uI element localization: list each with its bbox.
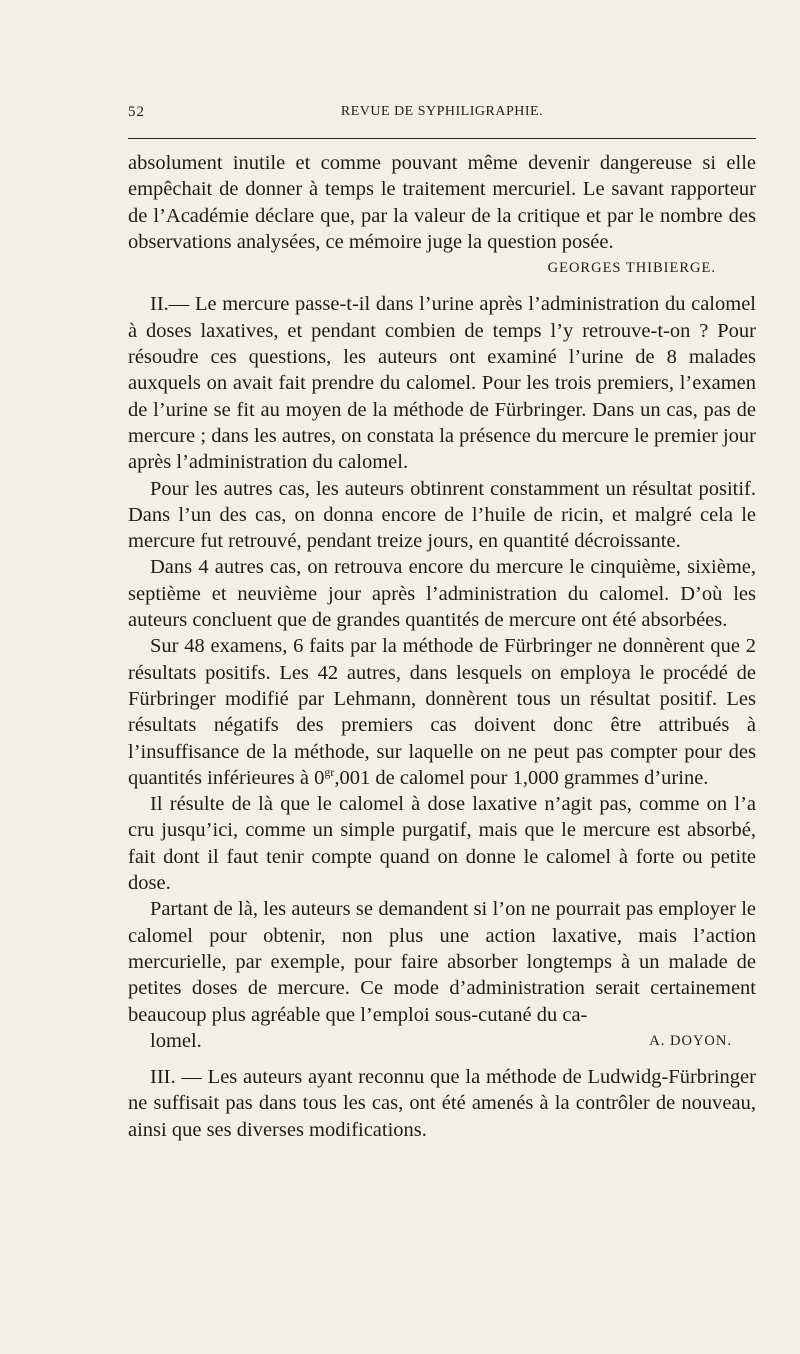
section-gap xyxy=(128,1054,756,1064)
paragraph: Partant de là, les auteurs se demandent si l’on ne pourrait pas employer le calomel pour obtenir, non plus une action laxative, mais l’action mercurielle, par exemple, pour faire absorber longtemps à un malade de petites doses de mercure. Ce mode d’administration serait certainement beaucoup plus agréable que l’emploi sous-cutané du ca- xyxy=(128,898,756,1026)
page-number: 52 xyxy=(128,104,145,120)
section-gap xyxy=(128,281,756,291)
paragraph: Il résulte de là que le calomel à dose laxative n’agit pas, comme on l’a cru jusqu’ici, comme un simple purgatif, mais que le mercure est absorbé, fait dont il faut tenir compte quand on donne le calomel à forte ou petite dose. xyxy=(128,793,756,895)
body-text xyxy=(128,150,756,1143)
paragraph-text: ,001 de calomel pour 1,000 grammes d’urine. xyxy=(334,766,709,789)
paragraph-text: Sur 48 examens, 6 faits par la méthode de Fürbringer ne donnèrent que 2 résultats positifs. Les 42 autres, dans lesquels on employa le procédé de Fürbringer modifié par Lehmann, donnèrent tous un résultat positif. Les résultats négatifs des premiers cas doivent donc être attribués à l’insuffisance de la méthode, sur laquelle on ne peut pas compter pour des quantités inférieures à 0 xyxy=(128,635,756,789)
header-rule xyxy=(128,138,756,139)
paragraph-with-superscript xyxy=(128,633,756,791)
paragraph-section-iii: III. — Les auteurs ayant reconnu que la méthode de Ludwidg-Fürbringer ne suffisait pas dans tous les cas, ont été amenés à la contrôler de nouveau, ainsi que ses diverses modifications. xyxy=(128,1066,756,1141)
signature-doyon: A. DOYON. xyxy=(649,1032,732,1049)
paragraph: absolument inutile et comme pouvant même devenir dangereuse si elle empêchait de donner à temps le traitement mercuriel. Le savant rapporteur de l’Académie déclare que, par la valeur de la critique et par le nombre des observations analysées, ce mémoire juge la question posée. xyxy=(128,152,756,253)
paragraph: Pour les autres cas, les auteurs obtinrent constamment un résultat positif. Dans l’un des cas, on donna encore de l’huile de ricin, et malgré cela le mercure fut retrouvé, pendant treize jours, en quantité décroissante. xyxy=(128,477,756,553)
running-header xyxy=(128,104,756,126)
superscript-gr: gr xyxy=(324,765,335,779)
paragraph-last-line xyxy=(128,1028,756,1054)
signature-thibierge: GEORGES THIBIERGE. xyxy=(547,260,716,277)
paragraph: Dans 4 autres cas, on retrouva encore du mercure le cinquième, sixième, septième et neuvième jour après l’administration du calomel. D’où les auteurs concluent que de grandes quantités de mercure ont été absorbées. xyxy=(128,556,756,632)
paragraph-section-ii: II.— Le mercure passe-t-il dans l’urine après l’administration du calomel à doses laxatives, et pendant combien de temps l’y retrouve-t-on ? Pour résoudre ces questions, les auteurs ont examiné l’urine de 8 malades auxquels on avait fait prendre du calomel. Pour les trois premiers, l’examen de l’urine se fit au moyen de la méthode de Fürbringer. Dans un cas, pas de mercure ; dans les autres, on constata la présence du mercure le premier jour après l’administration du calomel. xyxy=(128,293,756,474)
paragraph-text: lomel. xyxy=(150,1029,202,1052)
running-title: REVUE DE SYPHILIGRAPHIE. xyxy=(340,104,544,119)
